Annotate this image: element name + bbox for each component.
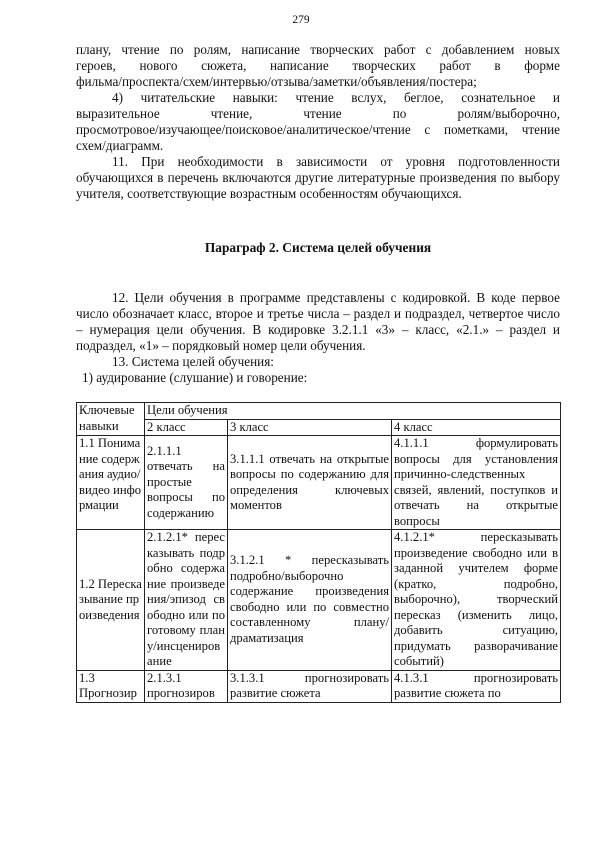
goal-cell-grade-2: 2.1.2.1* пересказывать подробно содержание произведения/эпизод свободно или по готовому плану/инсценирование — [145, 530, 228, 671]
section-title: Параграф 2. Система целей обучения — [204, 240, 432, 255]
intro-text — [76, 42, 560, 202]
header-grade-4: 4 класс — [392, 419, 561, 436]
goal-cell-grade-4: 4.1.1.1 формулировать вопросы для установления причинно-следственных связей, явлений, поступков и отвечать на открытые вопросы — [392, 436, 561, 530]
goal-cell-grade-4: 4.1.2.1* пересказывать произведение свободно или в заданной учителем форме (кратко, подробно, выборочно), творческий пересказ (изменить лицо, добавить ситуацию, придумать разворачивание событий) — [392, 530, 561, 671]
text-line: просмотровое/изучающее/поисковое/аналитическое/чтение с пометками, чтение — [76, 122, 560, 137]
goals-intro — [76, 290, 560, 386]
table-header-row — [77, 403, 561, 420]
goal-cell-grade-3: 3.1.2.1 * пересказывать подробно/выборочно содержание произведения свободно или по совместно составленному плану/драматизация — [228, 530, 392, 671]
text-line: плану, чтение по ролям, написание творческих работ с добавлением новых — [76, 42, 560, 57]
skill-cell: 1.1 Понимание содержания аудио/видео информации — [77, 436, 145, 530]
paragraph-11: 11. При необходимости в зависимости от уровня подготовленности обучающихся в перечень включаются другие литературные произведения по выбору учителя, соответствующие возрастным особенностям обучающихся. — [76, 154, 560, 201]
table-subheader-row — [77, 419, 561, 436]
goal-cell-grade-2: 2.1.3.1 прогнозиров — [145, 670, 228, 702]
paragraph-12: 12. Цели обучения в программе представлены с кодировкой. В коде первое число обозначает класс, второе и третье числа – раздел и подраздел, четвертое число – нумерация цели обучения. В кодировке 3.2.1.1 «3» – класс, «2.1.» – раздел и подраздел, «1» – порядковый номер цели обучения. — [76, 290, 560, 353]
header-grade-3: 3 класс — [228, 419, 392, 436]
table-row — [77, 670, 561, 702]
learning-goals-table — [76, 402, 561, 703]
page-number: 279 — [292, 14, 310, 26]
skill-cell: 1.2 Пересказывание произведения — [77, 530, 145, 671]
skill-cell: 1.3 Прогнозир — [77, 670, 145, 702]
text-line: схем/диаграмм. — [76, 138, 164, 153]
header-key-skills: Ключевые навыки — [77, 403, 145, 436]
paragraph-13: 13. Система целей обучения: — [112, 354, 274, 369]
text-line: выразительное чтение, чтение по ролям/выборочно, — [76, 106, 560, 121]
subsection-label: 1) аудирование (слушание) и говорение: — [82, 370, 308, 385]
text-line: героев, нового сюжета, написание творческих работ в форме — [76, 58, 560, 73]
text-line: фильма/проспекта/схем/интервью/отзыва/заметки/объявления/постера; — [76, 74, 477, 89]
table-row — [77, 530, 561, 671]
header-goals: Цели обучения — [145, 403, 561, 420]
text-line: 4) читательские навыки: чтение вслух, беглое, сознательное и — [112, 90, 560, 105]
table-row — [77, 436, 561, 530]
goal-cell-grade-2: 2.1.1.1 отвечать на простые вопросы по содержанию — [145, 436, 228, 530]
goal-cell-grade-3: 3.1.1.1 отвечать на открытые вопросы по содержанию для определения ключевых моментов — [228, 436, 392, 530]
goal-cell-grade-3: 3.1.3.1 прогнозировать развитие сюжета — [228, 670, 392, 702]
header-grade-2: 2 класс — [145, 419, 228, 436]
goal-cell-grade-4: 4.1.3.1 прогнозировать развитие сюжета по — [392, 670, 561, 702]
